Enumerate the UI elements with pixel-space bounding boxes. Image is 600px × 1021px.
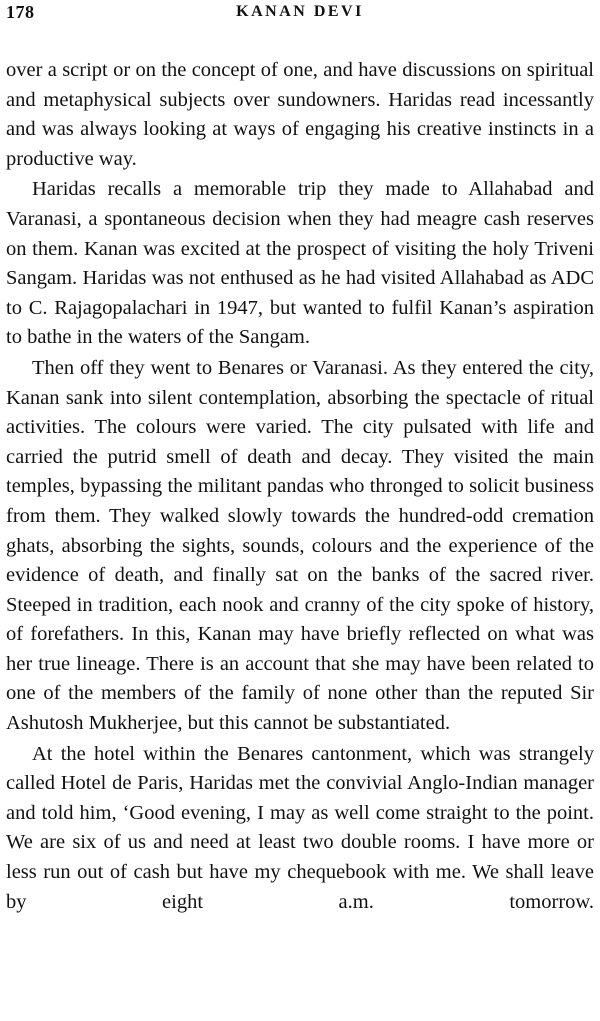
running-head: [6, 2, 594, 26]
running-title: KANAN DEVI: [236, 3, 364, 20]
paragraph: At the hotel within the Benares cantonment, which was strangely called Hotel de Paris, Haridas met the convivial Anglo-Indian manager and told him, ‘Good evening, I may as well come straight to the point. We are six of us and need at least two double rooms. I have more or less run out of cash but have my chequebook with me. We shall leave by eight a.m. tomorrow.: [6, 742, 594, 913]
page-number: 178: [6, 2, 35, 22]
paragraph: Haridas recalls a memorable trip they made to Allahabad and Varanasi, a spontaneous decision when they had meagre cash reserves on them. Kanan was excited at the prospect of visiting the holy Triveni Sangam. Haridas was not enthused as he had visited Allahabad as ADC to C. Rajagopalachari in 1947, but wanted to fulfil Kanan’s aspiration to bathe in the waters of the Sangam.: [6, 178, 594, 349]
paragraph: over a script or on the concept of one, and have discussions on spiritual and metaphysical subjects over sundowners. Haridas read incessantly and was always looking at ways of engaging his creative instincts in a productive way.: [6, 59, 594, 170]
body-text: [6, 56, 594, 918]
paragraph: Then off they went to Benares or Varanasi. As they entered the city, Kanan sank into silent contemplation, absorbing the spectacle of ritual activities. The colours were varied. The city pulsated with life and carried the putrid smell of death and decay. They visited the main temples, bypassing the militant pandas who thronged to solicit business from them. They walked slowly towards the hundred-odd cremation ghats, absorbing the sights, sounds, colours and the experience of the evidence of death, and finally sat on the banks of the sacred river. Steeped in tradition, each nook and cranny of the city spoke of history, of forefathers. In this, Kanan may have briefly reflected on what was her true lineage. There is an account that she may have been related to one of the members of the family of none other than the reputed Sir Ashutosh Mukherjee, but this cannot be substantiated.: [6, 356, 594, 735]
